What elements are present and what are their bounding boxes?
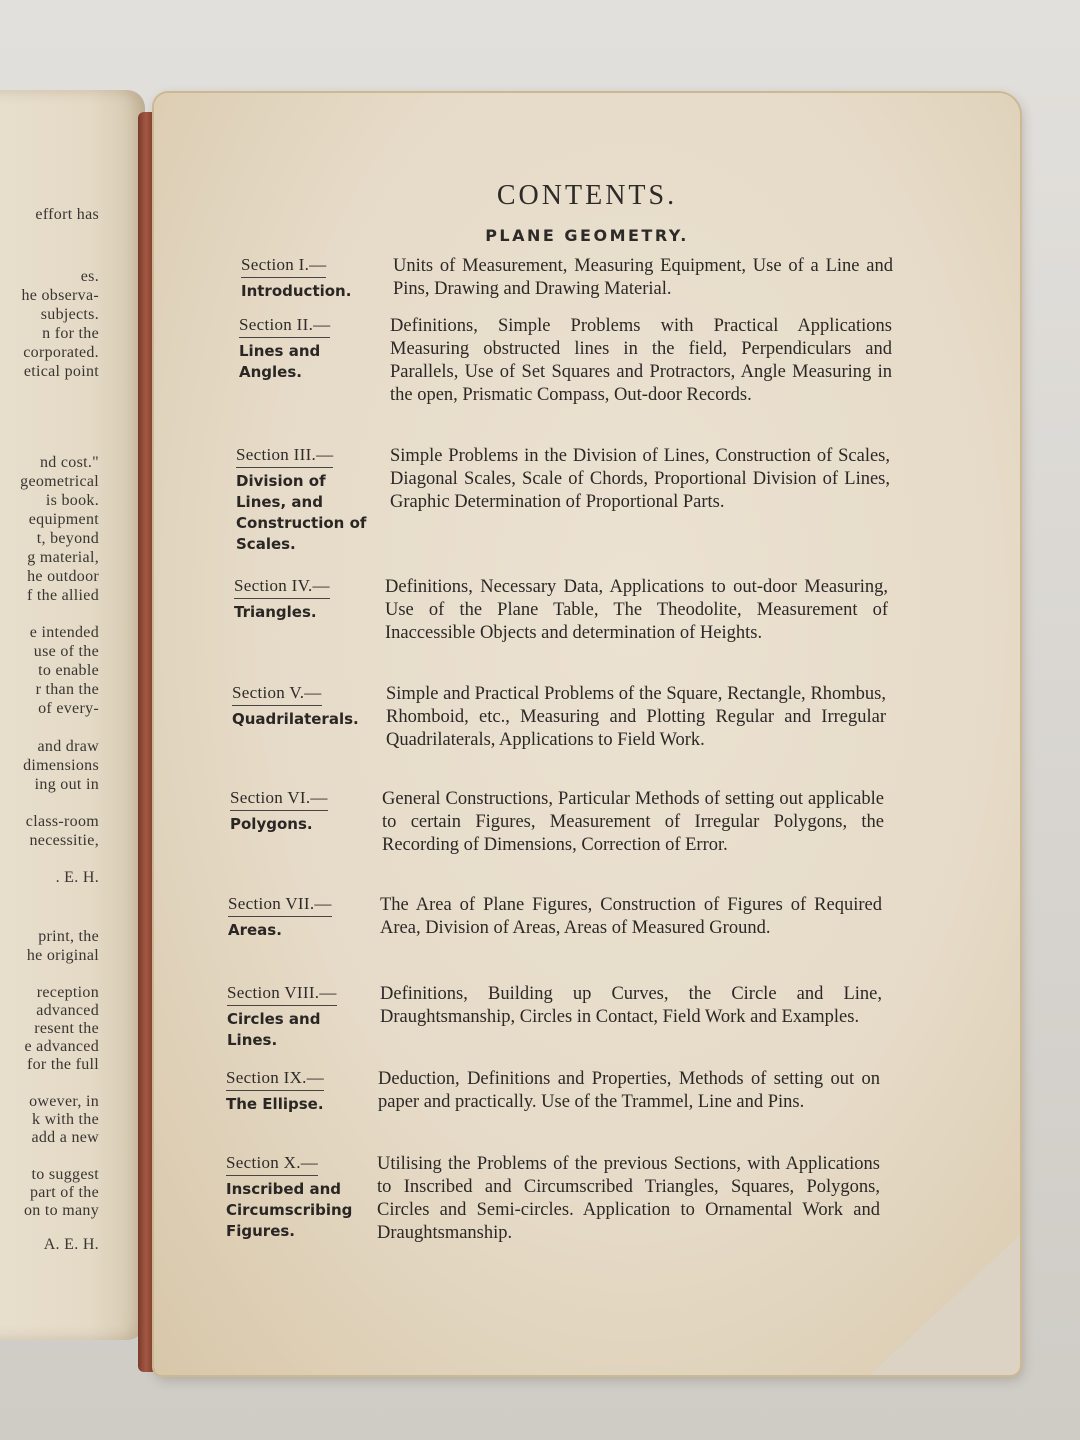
section-name: Inscribed and Circumscribing Figures. <box>226 1180 353 1240</box>
facing-page-line: r than the <box>35 681 99 698</box>
facing-page-line: of every- <box>38 700 99 717</box>
facing-page-line: n for the <box>42 325 99 342</box>
facing-page-line: for the full <box>26 1056 99 1073</box>
contents-page <box>154 93 1020 1375</box>
section-name: The Ellipse. <box>226 1095 324 1113</box>
facing-page-line: geometrical <box>20 473 99 490</box>
facing-page-line: f the allied <box>26 587 99 604</box>
facing-page-line: ing out in <box>34 776 99 793</box>
section-number: Section II.— <box>239 315 330 338</box>
section-description: Deduction, Definitions and Properties, Methods of setting out on paper and practically. Use of the Trammel, Line and Pins. <box>378 1069 880 1112</box>
facing-page <box>0 90 145 1340</box>
section-name: Areas. <box>228 921 282 939</box>
section-description: Definitions, Necessary Data, Applications to out-door Measuring, Use of the Plane Table, The Theodolite, Measurement of Inaccessible Objects and determination of Heights. <box>385 577 888 643</box>
facing-page-line: he outdoor <box>27 568 99 585</box>
entry-label <box>226 1153 376 1242</box>
section-name: Quadrilaterals. <box>232 710 359 728</box>
section-name: Circles and Lines. <box>227 1010 321 1049</box>
section-description: General Constructions, Particular Methods of setting out applicable to certain Figures, Measurement of Irregular Polygons, the Recording of Dimensions, Correction of Error. <box>382 789 884 855</box>
section-description: Units of Measurement, Measuring Equipment, Use of a Line and Pins, Drawing and Drawing Material. <box>393 256 893 299</box>
facing-page-line: necessitie, <box>29 832 99 849</box>
facing-page-line: A. E. H. <box>43 1236 99 1253</box>
entry-label <box>232 683 382 730</box>
facing-page-line: k with the <box>32 1111 99 1128</box>
entry-label <box>239 315 389 383</box>
entry-label <box>226 1068 376 1115</box>
section-description: Utilising the Problems of the previous Sections, with Applications to Inscribed and Circumscribed Triangles, Squares, Polygons, Circles and Semi-circles. Application to Ornamental Work and Draughtsmanship. <box>377 1154 880 1243</box>
facing-page-line: resent the <box>34 1020 99 1037</box>
facing-page-line: and draw <box>37 738 99 755</box>
entry-label <box>236 445 386 555</box>
section-description: Simple Problems in the Division of Lines, Construction of Scales, Diagonal Scales, Scale of Chords, Proportional Division of Lines, Graphic Determination of Proportional Parts. <box>390 446 890 512</box>
facing-page-line: reception <box>36 984 99 1001</box>
facing-page-line: dimensions <box>23 757 99 774</box>
facing-page-line: e intended <box>29 624 99 641</box>
section-description: The Area of Plane Figures, Construction of Figures of Required Area, Division of Areas, Areas of Measured Ground. <box>380 895 882 938</box>
entry-label <box>230 788 380 835</box>
facing-page-line: he original <box>26 947 99 964</box>
facing-page-line: subjects. <box>40 306 99 323</box>
facing-page-line: part of the <box>29 1184 99 1201</box>
section-number: Section VIII.— <box>227 983 337 1006</box>
section-name: Triangles. <box>234 603 317 621</box>
facing-page-line: advanced <box>36 1002 99 1019</box>
page-title: CONTENTS. <box>496 180 678 211</box>
facing-page-line: on to many <box>24 1202 99 1219</box>
facing-page-line: t, beyond <box>36 530 99 547</box>
section-description: Definitions, Simple Problems with Practical Applications Measuring obstructed lines in the field, Perpendiculars and Parallels, Use of Set Squares and Protractors, Angle Measuring in the open, Prismatic Compass, Out-door Records. <box>390 316 892 405</box>
facing-page-line: to suggest <box>31 1166 99 1183</box>
facing-page-line: e advanced <box>24 1038 99 1055</box>
entry-label <box>227 983 377 1051</box>
facing-page-line: he observa- <box>21 287 99 304</box>
section-number: Section IX.— <box>226 1068 324 1091</box>
entry-label <box>228 894 378 941</box>
facing-page-line: use of the <box>33 643 99 660</box>
facing-page-line: effort has <box>35 206 99 223</box>
facing-page-line: etical point <box>23 363 99 380</box>
section-name: Lines and Angles. <box>239 342 321 381</box>
facing-page-line: equipment <box>28 511 99 528</box>
section-name: Polygons. <box>230 815 313 833</box>
facing-page-line: g material, <box>27 549 99 566</box>
section-number: Section VII.— <box>228 894 332 917</box>
section-number: Section V.— <box>232 683 322 706</box>
facing-page-line: owever, in <box>29 1093 99 1110</box>
section-name: Division of Lines, and Construction of Scales. <box>236 472 367 553</box>
section-number: Section I.— <box>241 255 326 278</box>
facing-page-line: es. <box>80 268 99 285</box>
facing-page-line: to enable <box>38 662 99 679</box>
section-description: Definitions, Building up Curves, the Circle and Line, Draughtsmanship, Circles in Contact, Field Work and Examples. <box>380 984 882 1027</box>
facing-page-line: print, the <box>38 928 99 945</box>
section-description: Simple and Practical Problems of the Square, Rectangle, Rhombus, Rhomboid, etc., Measuring and Plotting Regular and Irregular Quadrilaterals, Applications to Field Work. <box>386 684 886 750</box>
facing-page-line: . E. H. <box>55 869 99 886</box>
facing-page-line: is book. <box>45 492 99 509</box>
page-corner-fold <box>870 1235 1020 1375</box>
section-number: Section X.— <box>226 1153 318 1176</box>
section-name: Introduction. <box>241 282 352 300</box>
section-number: Section IV.— <box>234 576 330 599</box>
entry-label <box>241 255 391 302</box>
facing-page-line: corporated. <box>23 344 99 361</box>
entry-label <box>234 576 384 623</box>
section-number: Section VI.— <box>230 788 328 811</box>
facing-page-line: nd cost." <box>39 454 99 471</box>
page-subtitle: PLANE GEOMETRY. <box>485 226 689 245</box>
section-number: Section III.— <box>236 445 333 468</box>
facing-page-line: class-room <box>25 813 99 830</box>
facing-page-line: add a new <box>31 1129 99 1146</box>
